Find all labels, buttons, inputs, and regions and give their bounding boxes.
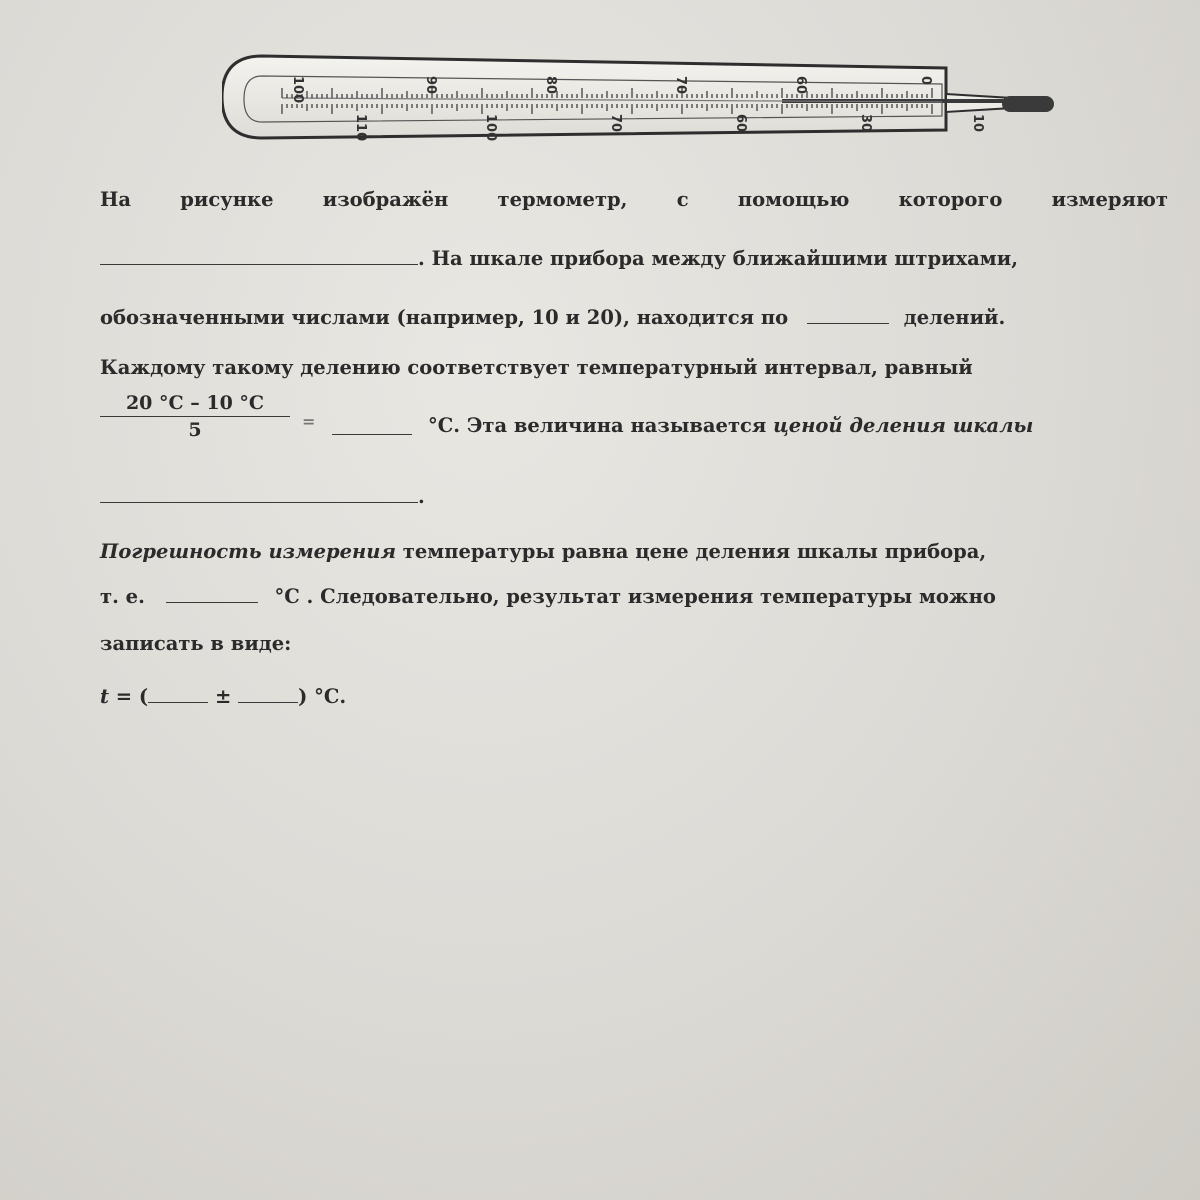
word: изображён [322, 188, 449, 211]
term-measurement-error: Погрешность измерения [100, 540, 396, 563]
scale-label: 60 [793, 76, 808, 95]
answer-blank-uncertainty[interactable] [238, 684, 298, 703]
p1-line-4-text: Каждому такому делению соответствует температурный интервал, равный [100, 356, 973, 379]
scale-label: 70 [673, 76, 688, 95]
p1-line-2 [100, 246, 1168, 270]
answer-blank-measures[interactable] [100, 246, 418, 265]
scale-label: 110 [353, 114, 368, 142]
answer-blank-error[interactable] [166, 584, 258, 603]
thermometer-bulb [1002, 96, 1054, 112]
formula-pm: ± [208, 685, 239, 708]
formula-close: ) °С. [298, 685, 347, 708]
word: На [100, 188, 132, 211]
fraction [100, 392, 290, 441]
answer-blank-divisions[interactable] [807, 305, 889, 324]
p1-line-3 [100, 305, 1168, 329]
p1-line-1 [100, 188, 1168, 211]
scale-label: 0 [918, 76, 933, 86]
scale-label: 90 [423, 76, 438, 95]
formula-open: = ( [109, 685, 149, 708]
p1-line-5-text: °С. Эта величина называется [428, 414, 767, 437]
p2-line-3 [100, 632, 1168, 655]
p2-line-2-text: °С . Следовательно, результат измерения температуры можно [274, 585, 996, 608]
scale-label: 80 [543, 76, 558, 95]
p1-line-3-end: делений. [903, 306, 1006, 329]
period: . [418, 485, 425, 508]
scale-label: 30 [858, 114, 873, 133]
word: измеряют [1051, 188, 1168, 211]
word: рисунке [180, 188, 274, 211]
word: которого [898, 188, 1003, 211]
p1-line-6 [100, 484, 1168, 508]
answer-blank-value[interactable] [148, 684, 208, 703]
p1-line-2-text: . На шкале прибора между ближайшими штрихами, [418, 247, 1018, 270]
p2-line-3-text: записать в виде: [100, 632, 292, 655]
scale-label: 100 [290, 76, 305, 104]
equals-sign: = [302, 412, 316, 431]
p1-line-4 [100, 356, 1168, 379]
scale-label: 100 [483, 114, 498, 142]
p2-line-2-start: т. е. [100, 585, 145, 608]
fraction-numerator: 20 °С – 10 °С [100, 392, 290, 417]
word: помощью [737, 188, 850, 211]
scale-label: 60 [733, 114, 748, 133]
fraction-denominator: 5 [188, 419, 202, 441]
p1-line-3-text: обозначенными числами (например, 10 и 20), находится по [100, 306, 789, 329]
answer-blank-scale-division-term[interactable] [100, 484, 418, 503]
word: с [676, 188, 689, 211]
scale-label: 10 [970, 114, 985, 133]
p2-line-1 [100, 540, 1168, 563]
p2-line-1-text: температуры равна цене деления шкалы прибора, [402, 540, 987, 563]
p2-line-2 [100, 584, 1168, 608]
thermometer-icon [222, 42, 1062, 152]
term-scale-division: ценой деления шкалы [773, 414, 1034, 437]
formula [100, 684, 1168, 708]
word: термометр, [497, 188, 628, 211]
p1-line-5 [428, 414, 1033, 437]
scale-label: 70 [608, 114, 623, 133]
answer-blank-division-value[interactable] [332, 416, 412, 435]
formula-variable: t [100, 685, 110, 708]
